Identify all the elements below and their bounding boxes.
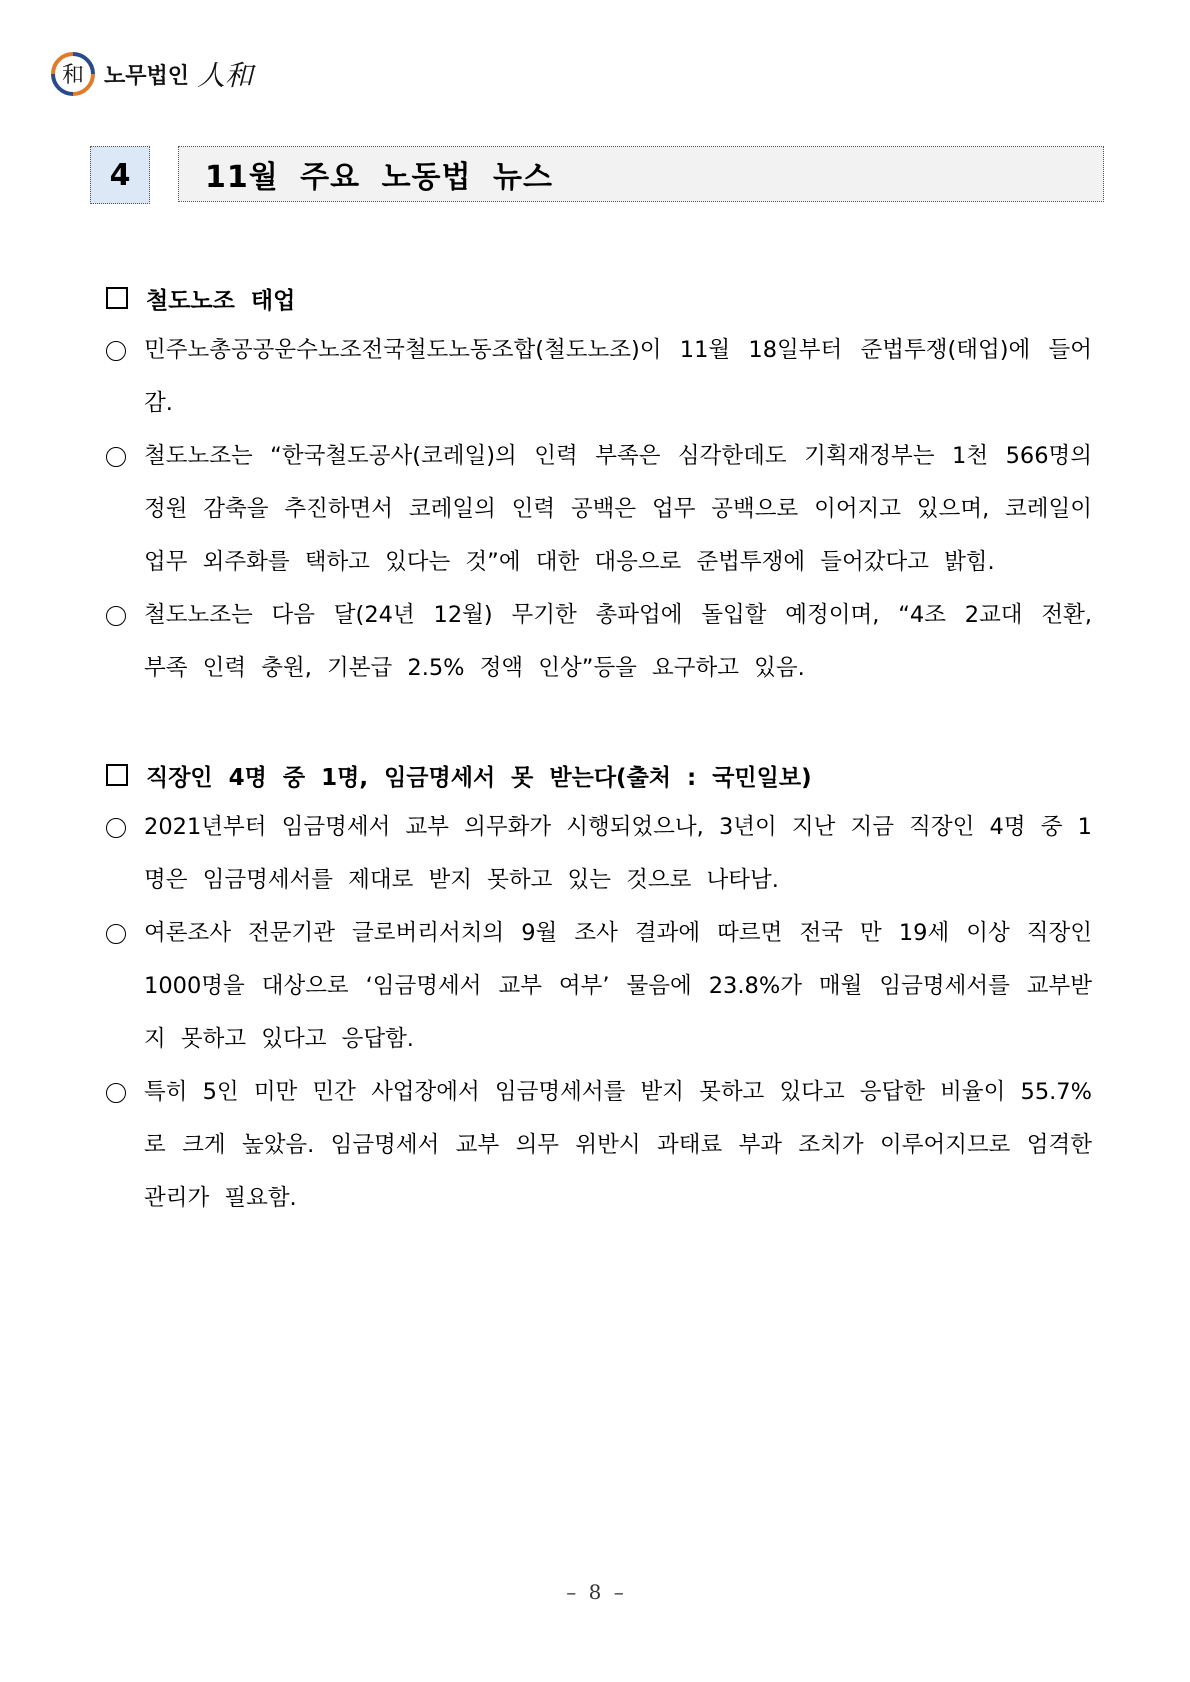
news-heading-text: 철도노조 태업	[146, 287, 296, 314]
page-number: – 8 –	[566, 1580, 624, 1604]
news-heading-text: 직장인 4명 중 1명, 임금명세서 못 받는다(출처 : 국민일보)	[146, 764, 812, 791]
circle-bullet-icon	[106, 1083, 126, 1103]
section-number: 4	[90, 146, 150, 204]
news-bullet	[106, 801, 1092, 907]
square-bullet-icon	[106, 764, 128, 786]
news-bullet-text: 철도노조는 다음 달(24년 12월) 무기한 총파업에 돌입할 예정이며, “4조 2교대 전환, 부족 인력 충원, 기본급 2.5% 정액 인상”등을 요구하고 있음.	[144, 602, 1092, 681]
news-bullet	[106, 907, 1092, 1066]
square-bullet-icon	[106, 287, 128, 309]
news-bullet-text: 철도노조는 “한국철도공사(코레일)의 인력 부족은 심각한데도 기획재정부는 1천 566명의 정원 감축을 추진하면서 코레일의 인력 공백은 업무 공백으로 이어지고 있으며, 코레일이 업무 외주화를 택하고 있다는 것”에 대한 대응으로 준법투쟁에 들어갔다고 밝힘.	[144, 443, 1092, 575]
news-bullet	[106, 324, 1092, 430]
circle-bullet-icon	[106, 341, 126, 361]
news-bullet-text: 특히 5인 미만 민간 사업장에서 임금명세서를 받지 못하고 있다고 응답한 비율이 55.7%로 크게 높았음. 임금명세서 교부 의무 위반시 과태료 부과 조치가 이루어지므로 엄격한 관리가 필요함.	[144, 1079, 1092, 1211]
logo-glyph: 和	[61, 63, 85, 88]
section-header	[90, 146, 1106, 204]
company-logo	[50, 48, 253, 100]
news-bullet-text: 2021년부터 임금명세서 교부 의무화가 시행되었으나, 3년이 지난 지금 직장인 4명 중 1명은 임금명세서를 제대로 받지 못하고 있는 것으로 나타남.	[144, 814, 1092, 893]
news-content	[106, 272, 1092, 1225]
circle-bullet-icon	[106, 447, 126, 467]
company-script-name: 人和	[197, 59, 254, 92]
news-bullet	[106, 589, 1092, 695]
spacer	[106, 695, 1092, 749]
news-bullet-text: 여론조사 전문기관 글로버리서치의 9월 조사 결과에 따르면 전국 만 19세 이상 직장인 1000명을 대상으로 ‘임금명세서 교부 여부’ 물음에 23.8%가 매월 임금명세서를 교부받지 못하고 있다고 응답함.	[144, 920, 1092, 1052]
news-bullet-text: 민주노총공공운수노조전국철도노동조합(철도노조)이 11월 18일부터 준법투쟁(태업)에 들어감.	[144, 337, 1092, 416]
section-title: 11월 주요 노동법 뉴스	[178, 146, 1104, 202]
news-item-railway-union	[106, 272, 1092, 695]
news-bullet	[106, 430, 1092, 589]
circle-bullet-icon	[106, 818, 126, 838]
news-bullet	[106, 1066, 1092, 1225]
news-heading	[106, 272, 1092, 324]
news-heading	[106, 749, 1092, 801]
circle-bullet-icon	[106, 924, 126, 944]
company-name: 노무법인	[104, 63, 190, 89]
hwa-seal-icon	[50, 51, 96, 97]
news-item-pay-slip	[106, 749, 1092, 1225]
circle-bullet-icon	[106, 606, 126, 626]
